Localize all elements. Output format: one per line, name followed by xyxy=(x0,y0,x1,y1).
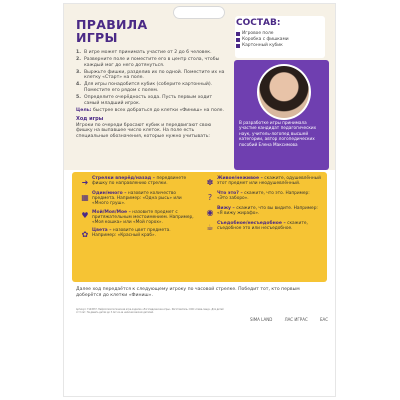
rules-list xyxy=(76,50,226,139)
symbol-entry: ☕ Съедобное/несъедобное – скажите, съедобное это или несъедобное. xyxy=(203,221,321,233)
logos-row xyxy=(250,306,328,332)
symbol-entry: ➜ Стрелки вперёд/назад – передвинете фишку по направлению стрелки. xyxy=(78,176,196,188)
symbol-entry: ♥ Мой/Моя/Мое – назовите предмет с притяжательным местоимением. Например, «Моя кошка» или «Мой горох». xyxy=(78,210,196,226)
course-heading: Ход игры xyxy=(76,115,104,122)
symbol-entry: ✽ Живое/неживое – скажите, одушевлённый этот предмет или неодушевлённый. xyxy=(203,176,321,188)
bullet-icon xyxy=(236,32,240,36)
goal-text: Цель: быстрее всех добраться до клетки «Финиш» на поле. xyxy=(76,108,224,114)
product-card xyxy=(64,4,335,396)
symbols-right-column xyxy=(203,176,321,236)
composition-list xyxy=(236,31,326,49)
symbol-entry: ✿ Цвета – назовите цвет предмета. Например: «Красный краб». xyxy=(78,228,196,240)
symbol-entry: ? Что это? – скажите, что это. Например: «Это заборо». xyxy=(203,191,321,203)
heart-icon: ♥ xyxy=(81,211,89,221)
rule-item: 1. В игре может принимать участие от 2 до 6 человек. xyxy=(76,50,212,55)
cup-icon: ☕ xyxy=(206,222,214,232)
arrow-icon: ➜ xyxy=(81,177,89,187)
turn-text: Далее ход передаётся к следующему игроку по часовой стрелке. Победит тот, кто первым доберётся до клетки «Финиш». xyxy=(76,287,300,298)
rule-item: 2. Разверните поле и поместите его в центр стола, чтобы каждый мог до него дотянуться. xyxy=(76,57,220,68)
rules-title: ПРАВИЛА ИГРЫ xyxy=(76,17,148,45)
palette-icon: ✿ xyxy=(81,229,89,239)
symbol-entry: ◉ Вижу – скажите, что вы видите. Например: «Я вижу жирафо». xyxy=(203,206,321,218)
author-text: В разработке игры принимала участие кандидат педагогических наук, учитель-логопед высшей категории, автор логопедических пособий Елена Максимова xyxy=(239,120,317,147)
eye-icon: ◉ xyxy=(206,207,214,217)
bullet-icon xyxy=(236,44,240,48)
paw-icon: ✽ xyxy=(206,177,214,187)
eac-mark: EAC xyxy=(320,316,328,322)
symbols-left-column xyxy=(78,176,196,243)
rule-item: 4. Для игры понадобится кубик (соберите картонный). Поместите его рядом с полем. xyxy=(76,82,213,94)
warning-icon: ЛАС ИГРАС xyxy=(284,316,308,322)
composition-item: Коробка с фишками xyxy=(236,37,326,43)
rule-item: 5. Определите очерёдность хода. Пусть первым ходит самый младший игрок. xyxy=(76,95,213,106)
author-photo xyxy=(257,64,311,120)
top-panel xyxy=(64,4,335,170)
fineprint: Артикул: 7144537. Нейропсихологическая игра-ходилка «Логопедические игры». Изготовитель: ООО «Сима-ленд». Для детей от 3 лет. Не давать детям до 3 лет из-за наличия мелких деталей. xyxy=(76,308,224,314)
composition-title: СОСТАВ: xyxy=(236,18,281,28)
symbol-entry: ▦ Один/много – назовите количество предмета. Например: «Одна рысь» или «Много груш». xyxy=(78,191,196,207)
composition-item: Игровое поле xyxy=(236,31,326,37)
rule-item: 3. Выржьте фишки, разделив их по одной. Поместите их на клетку «Старт» на поле. xyxy=(76,69,225,81)
symbols-panel xyxy=(72,172,327,282)
grid-icon: ▦ xyxy=(81,192,89,202)
composition-item: Картонный кубик xyxy=(236,43,326,49)
course-text: Игроки по очереди бросают кубик и передвигают свою фишку на выпавшее число клеток. На поле есть специальные обозначения, которые нужно учитывать: xyxy=(76,122,212,139)
question-icon: ? xyxy=(207,192,213,202)
bullet-icon xyxy=(236,38,240,42)
sima-land-logo: SIMA LAND xyxy=(250,316,273,322)
